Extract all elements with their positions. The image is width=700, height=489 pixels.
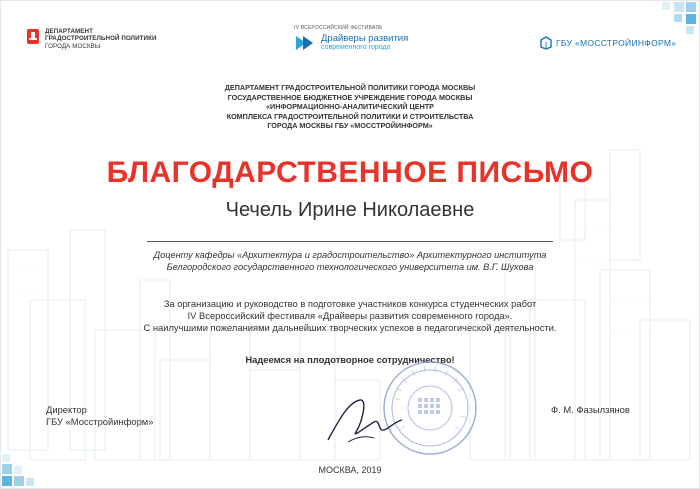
mosstroyinform-cube-icon bbox=[540, 36, 552, 50]
mosstroyinform-logo-name: ГБУ «МОССТРОЙИНФОРМ» bbox=[556, 38, 677, 48]
body-line: С наилучшими пожеланиями дальнейших творческих успехов в педагогической деятельности. bbox=[143, 321, 557, 333]
org-line: ГОРОДА МОСКВЫ ГБУ «МОССТРОЙИНФОРМ» bbox=[267, 121, 433, 131]
org-line: ДЕПАРТАМЕНТ ГРАДОСТРОИТЕЛЬНОЙ ПОЛИТИКИ ГОРОДА МОСКВЫ bbox=[224, 83, 476, 92]
body-line: IV Всероссийский фестиваля «Драйверы развития современного города». bbox=[187, 309, 513, 321]
position-line: Белгородского государственного технологического университета им. В.Г. Шухова bbox=[166, 261, 534, 272]
certificate-title: БЛАГОДАРСТВЕННОЕ ПИСЬМО bbox=[106, 156, 594, 189]
festival-logo bbox=[294, 25, 408, 52]
recipient-name: Чечель Ирине Николаевне bbox=[225, 199, 475, 221]
signer-title-line2: ГБУ «Мосстройинформ» bbox=[46, 416, 154, 428]
signer-title bbox=[46, 404, 153, 429]
moscow-coat-of-arms-icon bbox=[26, 28, 40, 46]
org-line: «ИНФОРМАЦИОННО-АНАЛИТИЧЕСКИЙ ЦЕНТР bbox=[266, 102, 434, 112]
department-logo-line1: ДЕПАРТАМЕНТ bbox=[45, 28, 93, 35]
festival-logo-name1: Драйверы развития bbox=[321, 33, 409, 44]
recipient-position bbox=[0, 250, 700, 273]
recipient-underline bbox=[147, 241, 553, 242]
festival-arrow-icon bbox=[294, 34, 316, 52]
signer-title-line1: Директор bbox=[46, 404, 87, 415]
department-logo-line3: ГОРОДА МОСКВЫ bbox=[45, 42, 101, 50]
mosstroyinform-logo bbox=[540, 36, 676, 50]
closing-wish: Надеемся на плодотворное сотрудничество! bbox=[245, 354, 455, 365]
department-logo bbox=[26, 28, 157, 50]
festival-logo-tag: IV ВСЕРОССИЙСКИЙ ФЕСТИВАЛЬ bbox=[294, 25, 383, 31]
body-text bbox=[0, 298, 700, 333]
org-line: ГОСУДАРСТВЕННОЕ БЮДЖЕТНОЕ УЧРЕЖДЕНИЕ ГОРОДА МОСКВЫ bbox=[227, 92, 473, 102]
department-logo-line2: ГРАДОСТРОИТЕЛЬНОЙ ПОЛИТИКИ bbox=[45, 35, 157, 43]
festival-logo-name2: современного города bbox=[321, 44, 391, 51]
handwritten-signature bbox=[318, 392, 408, 452]
signer-name: Ф. М. Фазылзянов bbox=[551, 404, 630, 415]
position-line: Доценту кафедры «Архитектура и градостроительство» Архитектурного института bbox=[153, 250, 547, 260]
corner-decoration-top-right bbox=[640, 0, 700, 60]
organization-block bbox=[150, 83, 550, 131]
place-and-year: МОСКВА, 2019 bbox=[318, 465, 382, 475]
body-line: За организацию и руководство в подготовке участников конкурса студенческих работ bbox=[163, 298, 537, 309]
org-line: КОМПЛЕКСА ГРАДОСТРОИТЕЛЬНОЙ ПОЛИТИКИ И СТРОИТЕЛЬСТВА bbox=[226, 111, 474, 121]
